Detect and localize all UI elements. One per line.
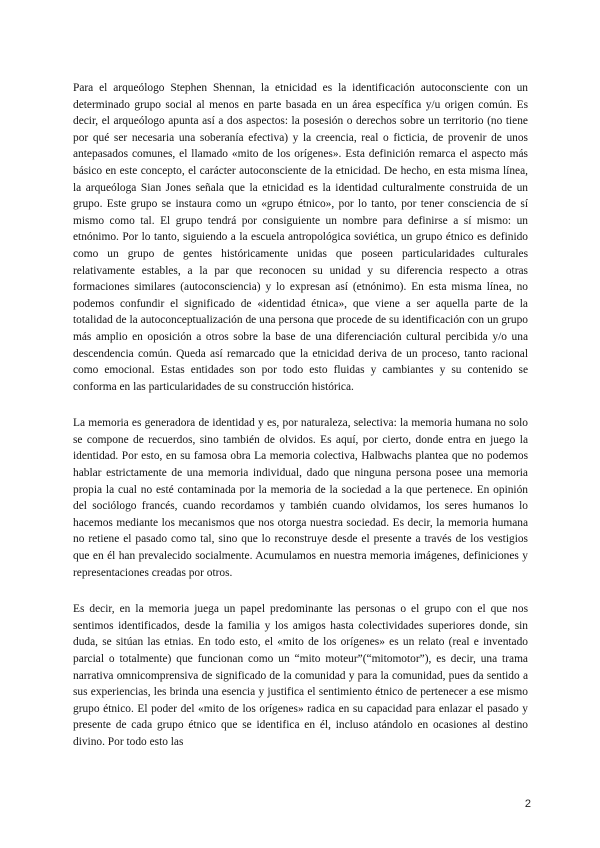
paragraph-memory-identity: La memoria es generadora de identidad y es, por naturaleza, selectiva: la memoria humana no solo se compone de recuerdos, sino también de olvidos. Es aquí, por cierto, donde entra en juego la identidad. Por esto, en su famosa obra La memoria colectiva, Halbwachs plantea que no podemos hablar estrictamente de una memoria individual, dado que ninguna persona posee una memoria propia la cual no esté contaminada por la memoria de la sociedad a la que pertenece. En opinión del sociólogo francés, cuando recordamos y también cuando olvidamos, los seres humanos lo hacemos mediante los mecanismos que nos otorga nuestra sociedad. Es decir, la memoria humana no retiene el pasado como tal, sino que lo reconstruye desde el presente a través de los vestigios que en él han prevalecido socialmente. Acumulamos en nuestra memoria imágenes, definiciones y representaciones creadas por otros.	[73, 417, 528, 579]
page-number: 2	[524, 798, 531, 810]
paragraph-origin-myth: Es decir, en la memoria juega un papel predominante las personas o el grupo con el que nos sentimos identificados, desde la familia y los amigos hasta colectividades superiores donde, sin duda, se sitúan las etnias. En todo esto, el «mito de los orígenes» es un relato (real e inventado parcial o totalmente) que funcionan como un “mito moteur”(“mitomotor”), es decir, una trama narrativa omnicomprensiva de significado de la comunidad y para la comunidad, pues da sentido a sus experiencias, les brinda una esencia y justifica el sentimiento étnico de pertenecer a ese mismo grupo étnico. El poder del «mito de los orígenes» radica en su capacidad para enlazar el pasado y presente de cada grupo étnico que se identifica en él, incluso atándolo en ocasiones al destino divino. Por todo esto las	[73, 603, 528, 748]
body-text	[73, 80, 528, 771]
paragraph-ethnicity-definition: Para el arqueólogo Stephen Shennan, la etnicidad es la identificación autoconsciente con un determinado grupo social al menos en parte basada en un área específica y/u origen común. Es decir, el arqueólogo apunta así a dos aspectos: la posesión o derechos sobre un territorio (no tiene por qué ser necesaria una soberanía efectiva) y la creencia, real o ficticia, de provenir de unos antepasados comunes, el llamado «mito de los orígenes». Esta definición remarca el aspecto más básico en este concepto, el carácter autoconsciente de la etnicidad. De hecho, en esta misma línea, la arqueóloga Sian Jones señala que la etnicidad es la identidad culturalmente construida de un grupo. Este grupo se instaura como un «grupo étnico», por lo tanto, por tener consciencia de sí mismo como tal. El grupo tendrá por consiguiente un nombre para definirse a sí mismo: un etnónimo. Por lo tanto, siguiendo a la escuela antropológica soviética, un grupo étnico es definido como un grupo de gentes históricamente unidas que poseen particularidades culturales relativamente estables, a la par que reconocen su unidad y su diferencia respecto a otras formaciones similares (autoconsciencia) y lo expresan así (etnónimo). En esta misma línea, no podemos confundir el significado de «identidad étnica», que viene a ser aquella parte de la totalidad de la autoconceptualización de una persona que procede de su identificación con un grupo más amplio en oposición a otros sobre la base de una diferenciación cultural percibida y/o una descendencia común. Queda así remarcado que la etnicidad deriva de un proceso, tanto racional como emocional. Estas entidades son por todo esto fluidas y cambiantes y su contenido se conforma en las particularidades de su construcción histórica.	[73, 82, 528, 393]
